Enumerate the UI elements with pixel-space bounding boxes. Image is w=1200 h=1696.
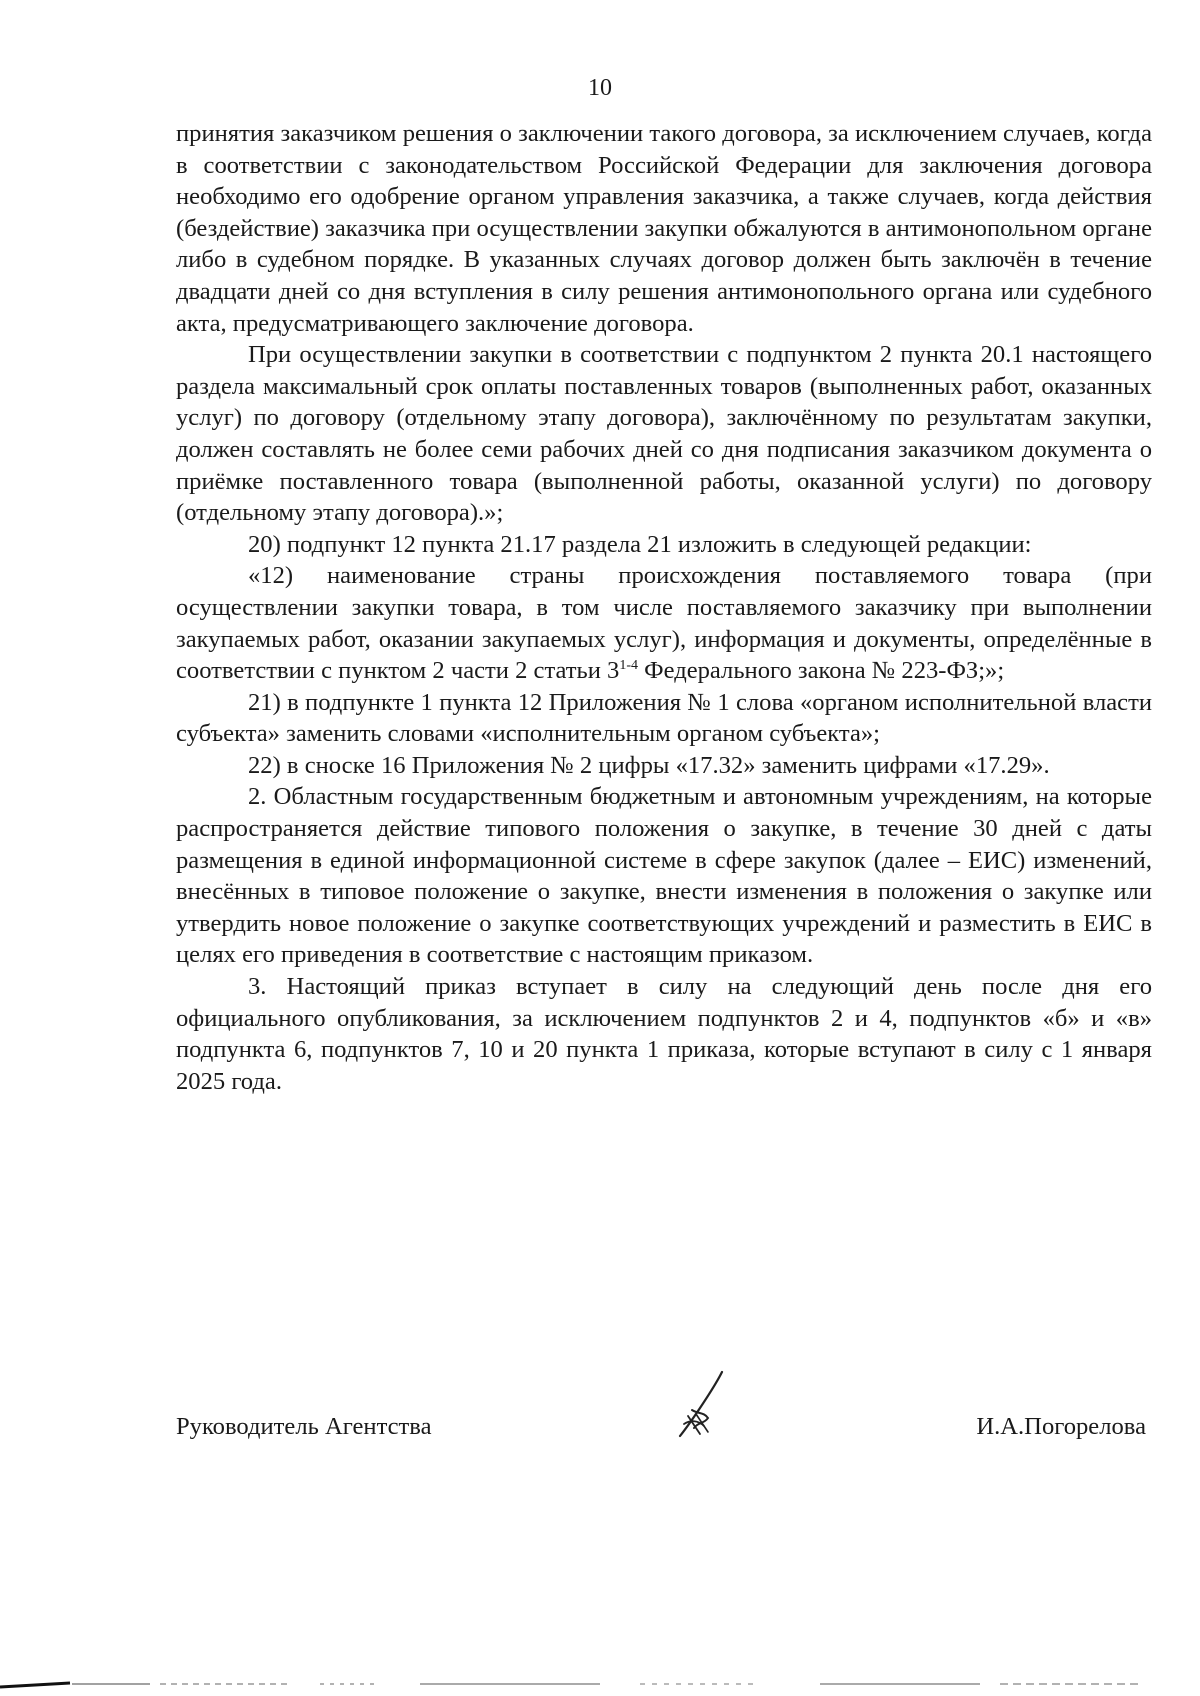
paragraph-clause-3: 3. Настоящий приказ вступает в силу на следующий день после дня его официального опубликования, за исключением подпунктов 2 и 4, подпунктов «б» и «в» подпункта 6, подпунктов 7, 10 и 20 пункта 1 приказа, которые вступают в силу с 1 января 2025 года. bbox=[176, 973, 1152, 1095]
scan-edge-artifact bbox=[0, 1680, 1200, 1690]
item-12-text: «12) наименование страны происхождения поставляемого товара (при осуществлении закупки товара, в том числе поставляемого заказчику при выполнении закупаемых работ, оказании закупаемых услуг), информация и документы, определённые в соответствии с пунктом 2 части 2 статьи 3 bbox=[176, 562, 1152, 685]
signer-role: Руководитель Агентства bbox=[176, 1413, 432, 1440]
signature-block bbox=[176, 1412, 1146, 1452]
item-12-law: Федерального закона № 223-ФЗ;»; bbox=[638, 657, 1005, 685]
paragraph-continuation: принятия заказчиком решения о заключении такого договора, за исключением случаев, когда в соответствии с законодательством Российской Федерации для заключения договора необходимо его одобрение органом управления заказчика, а также случаев, когда действия (бездействие) заказчика при осуществлении закупки обжалуются в антимонопольном органе либо в судебном порядке. В указанных случаях договор должен быть заключён в течение двадцати дней со дня вступления в силу решения антимонопольного органа или судебного акта, предусматривающего заключение договора. bbox=[176, 120, 1152, 337]
page-number: 10 bbox=[588, 75, 612, 101]
paragraph-payment-term: При осуществлении закупки в соответствии с подпунктом 2 пункта 20.1 настоящего раздела максимальный срок оплаты поставленных товаров (выполненных работ, оказанных услуг) по договору (отдельному этапу договора), заключённому по результатам закупки, должен составлять не более семи рабочих дней со дня подписания заказчиком документа о приёмке поставленного товара (выполненной работы, оказанной услуги) по договору (отдельному этапу договора).»; bbox=[176, 341, 1152, 527]
paragraph-item-20: 20) подпункт 12 пункта 21.17 раздела 21 изложить в следующей редакции: bbox=[248, 530, 1032, 558]
document-body bbox=[176, 118, 1152, 1097]
paragraph-item-12-text bbox=[176, 560, 1152, 686]
paragraph-clause-2: 2. Областным государственным бюджетным и автономным учреждениям, на которые распространяется действие типового положения о закупке, в течение 30 дней с даты размещения в единой информационной системе в сфере закупок (далее – ЕИС) изменений, внесённых в типовое положение о закупке, внести изменения в положения о закупке или утвердить новое положение о закупке соответствующих учреждений и разместить в ЕИС в целях его приведения в соответствие с настоящим приказом. bbox=[176, 783, 1152, 969]
article-superscript: 1-4 bbox=[619, 657, 639, 673]
paragraph-item-22: 22) в сноске 16 Приложения № 2 цифры «17.32» заменить цифрами «17.29». bbox=[248, 751, 1050, 779]
handwritten-signature bbox=[670, 1370, 740, 1442]
signer-name: И.А.Погорелова bbox=[976, 1413, 1146, 1440]
paragraph-item-21: 21) в подпункте 1 пункта 12 Приложения № 1 слова «органом исполнительной власти субъекта» заменить словами «исполнительным органом субъекта»; bbox=[176, 688, 1152, 748]
